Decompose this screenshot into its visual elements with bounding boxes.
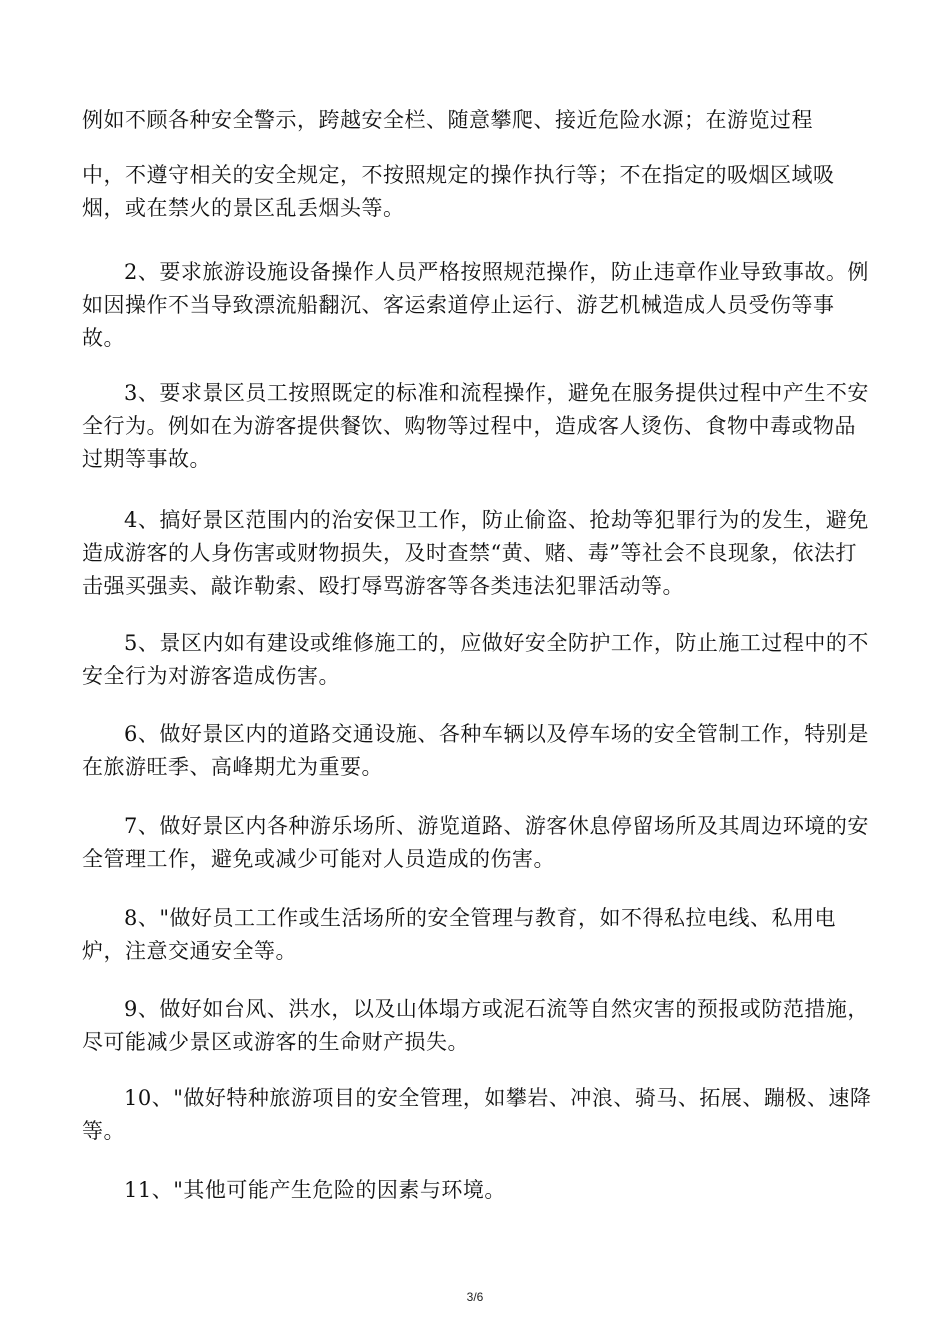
page-number: 3/6 [466, 1290, 484, 1304]
paragraph-11: 11、"其他可能产生危险的因素与环境。 [124, 1178, 506, 1202]
paragraph-3: 3、要求景区员工按照既定的标准和流程操作，避免在服务提供过程中产生不安全行为。例如在为游客提供餐饮、购物等过程中，造成客人烫伤、食物中毒或物品过期等事故。 [82, 381, 869, 471]
paragraph-continuation: 中，不遵守相关的安全规定，不按照规定的操作执行等；不在指定的吸烟区域吸烟，或在禁火的景区乱丢烟头等。 [82, 163, 835, 220]
paragraph-4: 4、搞好景区范围内的治安保卫工作，防止偷盗、抢劫等犯罪行为的发生，避免造成游客的人身伤害或财物损失，及时查禁“黄、赌、毒”等社会不良现象，依法打击强买强卖、敲诈勒索、殴打辱骂游客等各类违法犯罪活动等。 [82, 508, 869, 598]
paragraph-8: 8、"做好员工工作或生活场所的安全管理与教育，如不得私拉电线、私用电炉，注意交通安全等。 [82, 906, 837, 963]
text-line-top: 例如不顾各种安全警示，跨越安全栏、随意攀爬、接近危险水源；在游览过程 [82, 108, 813, 132]
paragraph-10: 10、"做好特种旅游项目的安全管理，如攀岩、冲浪、骑马、拓展、蹦极、速降等。 [82, 1086, 872, 1143]
paragraph-2: 2、要求旅游设施设备操作人员严格按照规范操作，防止违章作业导致事故。例如因操作不当导致漂流船翻沉、客运索道停止运行、游艺机械造成人员受伤等事故。 [82, 260, 869, 350]
paragraph-5: 5、景区内如有建设或维修施工的，应做好安全防护工作，防止施工过程中的不安全行为对游客造成伤害。 [82, 631, 869, 688]
paragraph-9: 9、做好如台风、洪水，以及山体塌方或泥石流等自然灾害的预报或防范措施，尽可能减少景区或游客的生命财产损失。 [82, 997, 869, 1054]
paragraph-6: 6、做好景区内的道路交通设施、各种车辆以及停车场的安全管制工作，特别是在旅游旺季、高峰期尤为重要。 [82, 722, 869, 779]
paragraph-7: 7、做好景区内各种游乐场所、游览道路、游客休息停留场所及其周边环境的安全管理工作，避免或减少可能对人员造成的伤害。 [82, 814, 869, 871]
